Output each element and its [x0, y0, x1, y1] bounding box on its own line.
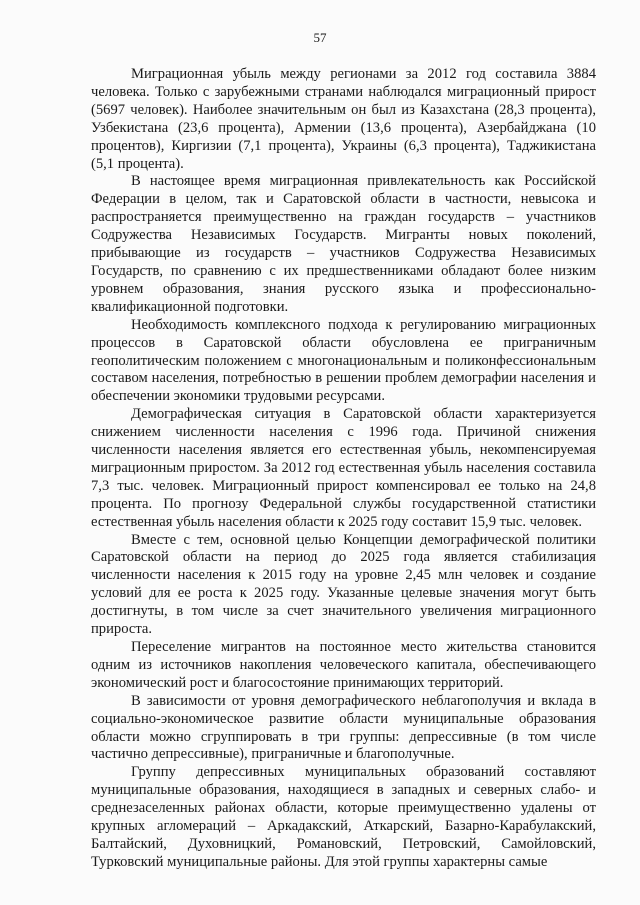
page-number: 57	[313, 30, 327, 45]
paragraph-concept-goal: Вместе с тем, основной целью Концепции демографической политики Саратовской области на период до 2025 года является стабилизация численности населения к 2015 году на уровне 2,45 млн человек и создание условий для ее роста к 2025 году. Указанные целевые значения могут быть достигнуты, в том числе за счет значительного увеличения миграционного прироста.	[91, 531, 596, 638]
body-text	[91, 66, 596, 872]
paragraph-resettlement: Переселение мигрантов на постоянное место жительства становится одним из источников накопления человеческого капитала, обеспечивающего экономический рост и благосостояние принимающих территорий.	[91, 639, 596, 691]
paragraph-depressive-group: Группу депрессивных муниципальных образований составляют муниципальные образования, находящиеся в западных и северных слабо- и среднезаселенных районах области, которые преимущественно удалены от крупных агломераций – Аркадакский, Аткарский, Базарно-Карабулакский, Балтайский, Духовницкий, Романовский, Петровский, Самойловский, Турковский муниципальные районы. Для этой группы характерны самые	[91, 764, 596, 870]
paragraph-comprehensive-approach: Необходимость комплексного подхода к регулированию миграционных процессов в Саратовской области обусловлена ее приграничным геополитическим положением с многонациональным и поликонфессиональным составом населения, потребностью в решении проблем демографии населения и обеспечении экономики трудовыми ресурсами.	[91, 316, 596, 405]
paragraph-migration-loss: Миграционная убыль между регионами за 2012 год составила 3884 человека. Только с зарубежными странами наблюдался миграционный прирост (5697 человек). Наиболее значительным он был из Казахстана (28,3 процента), Узбекистана (23,6 процента), Армении (13,6 процента), Азербайджана (10 процентов), Киргизии (7,1 процента), Украины (6,3 процента), Таджикистана (5,1 процента).	[91, 66, 596, 172]
paragraph-migration-attractiveness: В настоящее время миграционная привлекательность как Российской Федерации в целом, так и Саратовской области в частности, невысока и распространяется преимущественно на граждан государств – участников Содружества Независимых Государств. Мигранты новых поколений, прибывающие из государств – участников Содружества Независимых Государств, по сравнению с их предшественниками обладают более низким уровнем образования, знания русского языка и профессионально-квалификационной подготовки.	[91, 173, 596, 315]
paragraph-municipal-groups: В зависимости от уровня демографического неблагополучия и вклада в социально-экономическое развитие области муниципальные образования области можно сгруппировать в три группы: депрессивные (в том числе частично депрессивные), приграничные и благополучные.	[91, 692, 596, 763]
paragraph-demographic-situation: Демографическая ситуация в Саратовской области характеризуется снижением численности населения с 1996 года. Причиной снижения численности населения является его естественная убыль, некомпенсируемая миграционным приростом. За 2012 год естественная убыль населения составила 7,3 тыс. человек. Миграционный прирост компенсировал ее только на 24,8 процента. По прогнозу Федеральной службы государственной статистики естественная убыль населения области к 2025 году составит 15,9 тыс. человек.	[91, 406, 596, 530]
